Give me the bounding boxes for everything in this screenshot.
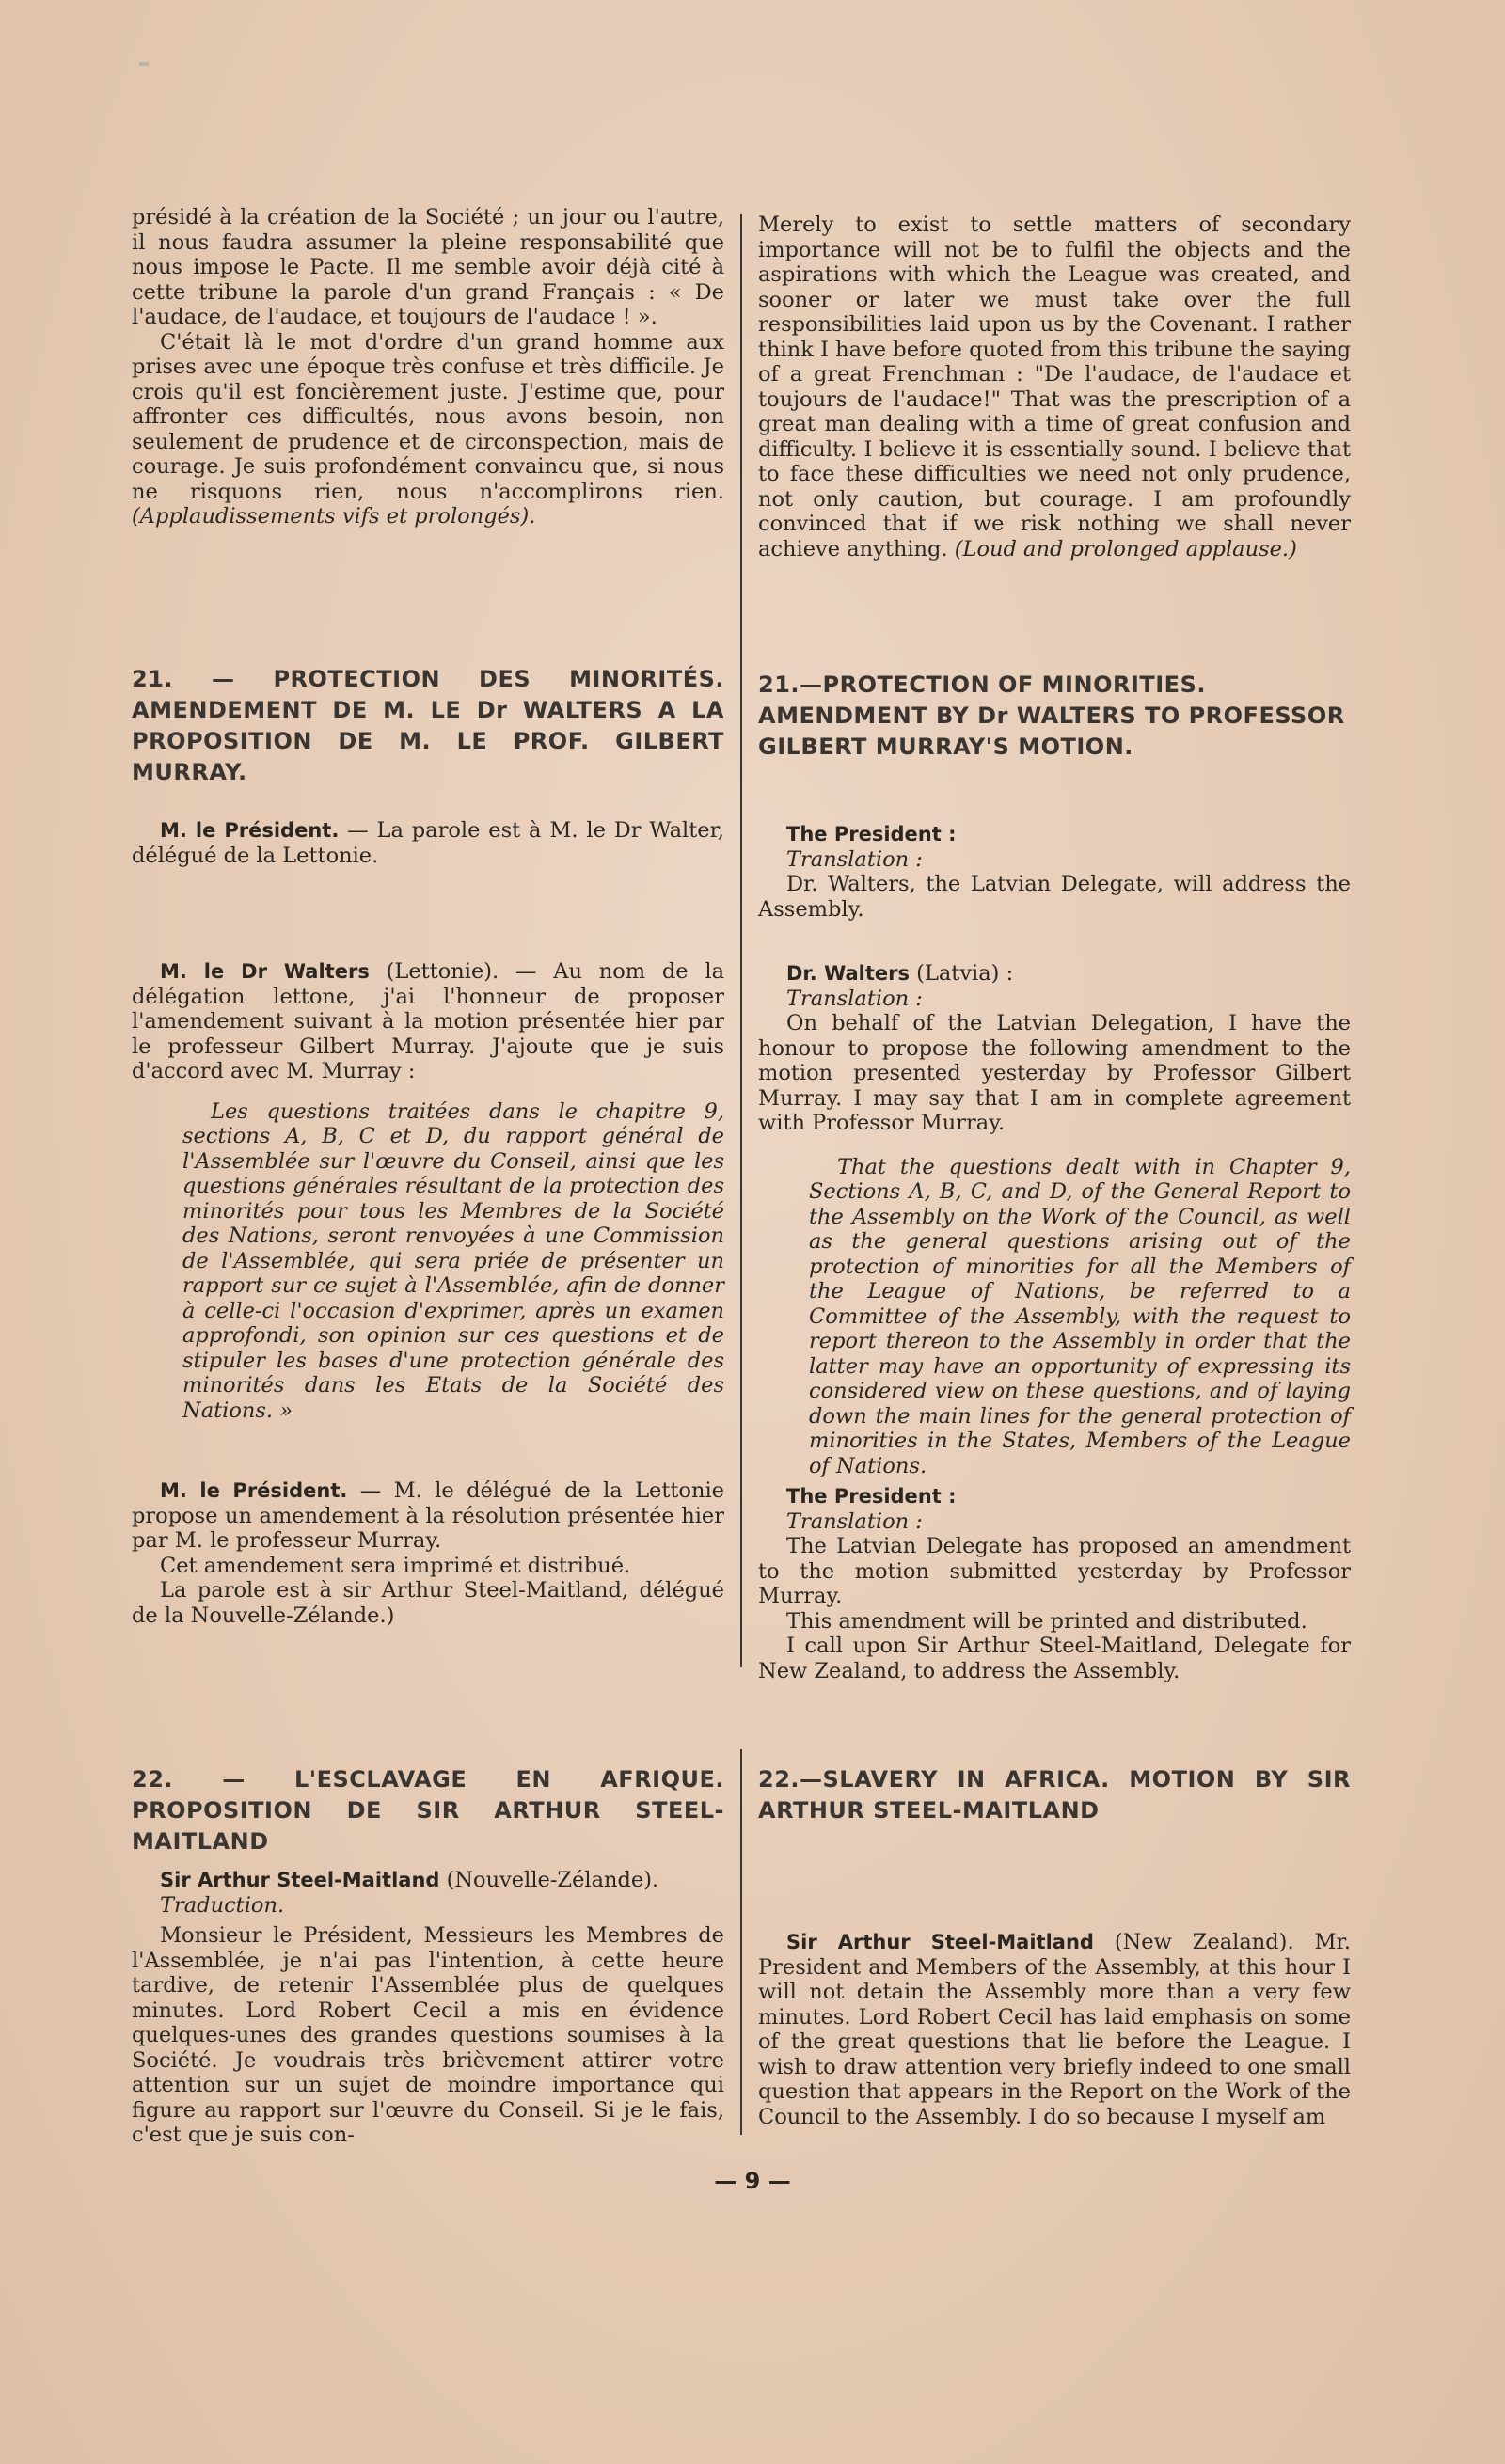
en-president-1-block	[758, 822, 1351, 922]
fr-president-1-speaker: M. le Président.	[160, 819, 340, 842]
fr-president-1-text: — La parole est à M. le Dr Walter, délégué de la Lettonie.	[132, 818, 725, 868]
en-amendment-quote: That the questions dealt with in Chapter 9, Sections A, B, C, and D, of the General Report to the Assembly on the Work of the Council, as well as the general questions arising out of the protection of minorities for all the Members of the League of Nations, be referred to a Committee of the Assembly, with the request to report thereon to the Assembly in order that the latter may have an opportunity of expressing its considered view on these questions, and of laying down the main lines for the general protection of minorities in the States, Members of the League of Nations.	[809, 1154, 1351, 1478]
fr-walters-block	[132, 959, 724, 1423]
fr-paragraph-2-text: C'était là le mot d'ordre d'un grand homme aux prises avec une époque très confuse et très difficile. Je crois qu'il est foncièrement juste. J'estime que, pour affronter ces difficultés, nous avons besoin, non seulement de prudence et de circonspection, mais de courage. Je suis profondément convaincu que, si nous ne risquons rien, nous n'accomplirons rien.	[132, 329, 724, 504]
en-president-1-translation: Translation :	[786, 846, 923, 872]
en-president-2-block	[758, 1484, 1351, 1683]
fr-section-22-heading-block	[132, 1764, 724, 1857]
en-steel-block	[758, 1930, 1351, 2129]
fr-president-1-block	[132, 818, 724, 868]
column-divider-top	[740, 214, 742, 1667]
english-column	[758, 213, 1351, 561]
en-section-21-heading-block	[758, 670, 1351, 763]
fr-president-2-p3: La parole est à sir Arthur Steel-Maitland, délégué de la Nouvelle-Zélande.)	[132, 1578, 724, 1628]
fr-walters	[132, 959, 724, 1084]
column-divider-bottom	[740, 1749, 742, 2135]
fr-steel-traduction: Traduction.	[160, 1892, 285, 1918]
page-number: — 9 —	[714, 2168, 791, 2194]
en-applause: (Loud and prolonged applause.)	[954, 536, 1297, 561]
en-president-2-p2: This amendment will be printed and distributed.	[786, 1608, 1307, 1634]
fr-president-2-block	[132, 1478, 724, 1628]
en-president-2-translation: Translation :	[786, 1508, 923, 1534]
fr-steel-speaker: Sir Arthur Steel-Maitland	[160, 1869, 440, 1891]
fr-paragraph-1: présidé à la création de la Société ; un jour ou l'autre, il nous faudra assumer la pleine responsabilité que nous impose le Pacte. Il me semble avoir déjà cité à cette tribune la parole d'un grand Français : « De l'audace, de l'audace, et toujours de l'audace ! ».	[132, 205, 724, 329]
en-steel	[758, 1930, 1351, 2129]
en-president-2-speaker-line	[758, 1484, 1351, 1509]
fr-president-2-p2: Cet amendement sera imprimé et distribué.	[160, 1553, 631, 1578]
fr-walters-speaker: M. le Dr Walters	[160, 960, 370, 983]
fr-president-1	[132, 818, 724, 868]
en-walters-text: On behalf of the Latvian Delegation, I have the honour to propose the following amendment to the motion presented yesterday by Professor Gilbert Murray. I may say that I am in complete agreement with Professor Murray.	[758, 1011, 1351, 1135]
en-walters-speaker-line	[758, 961, 1351, 987]
fr-applause: (Applaudissements vifs et prolongés).	[132, 504, 536, 529]
en-section-22-heading-block	[758, 1764, 1351, 1826]
scan-mark	[139, 62, 149, 66]
en-steel-speaker: Sir Arthur Steel-Maitland	[786, 1931, 1094, 1953]
en-paragraph-1	[758, 213, 1351, 561]
en-steel-text: (New Zealand). Mr. President and Members of the Assembly, at this hour I will not detain the Assembly more than a very few minutes. Lord Robert Cecil has laid emphasis on some of the great questions that lie before the League. I wish to draw attention very briefly indeed to one small question that appears in the Report on the Work of the Council to the Assembly. I do so because I myself am	[758, 1930, 1351, 2129]
en-president-1-speaker-line	[758, 822, 1351, 847]
fr-section-22-heading: 22. — L'ESCLAVAGE EN AFRIQUE. PROPOSITION DE SIR ARTHUR STEEL-MAITLAND	[132, 1766, 724, 1855]
fr-steel-text: Monsieur le Président, Messieurs les Membres de l'Assemblée, je n'ai pas l'intention, à cette heure tardive, de retenir l'Assemblée plus de quelques minutes. Lord Robert Cecil a mis en évidence quelques-unes des grandes questions soumises à la Société. Je voudrais très brièvement attirer votre attention sur un sujet de moindre importance qui figure au rapport sur l'œuvre du Conseil. Si je le fais, c'est que je suis con-	[132, 1923, 724, 2147]
en-president-2-p3: I call upon Sir Arthur Steel-Maitland, Delegate for New Zealand, to address the Assembly.	[758, 1634, 1351, 1683]
fr-president-2	[132, 1478, 724, 1554]
fr-president-2-text: — M. le délégué de la Lettonie propose un amendement à la résolution présentée hier par M. le professeur Murray.	[132, 1478, 724, 1553]
fr-amendment-quote: Les questions traitées dans le chapitre 9, sections A, B, C et D, du rapport général de l'Assemblée sur l'œuvre du Conseil, ainsi que les questions générales résultant de la protection des minorités pour tous les Membres de la Société des Nations, seront renvoyées à une Commission de l'Assemblée, qui sera priée de présenter un rapport sur ce sujet à l'Assemblée, afin de donner à celle-ci l'occasion d'exprimer, après un examen approfondi, son opinion sur ces questions et de stipuler les bases d'une protection générale des minorités dans les Etats de la Société des Nations. »	[182, 1098, 724, 1423]
en-section-21-heading: 21.—PROTECTION OF MINORITIES. AMENDMENT BY Dr WALTERS TO PROFESSOR GILBERT MURRAY'S MOTION.	[758, 671, 1345, 760]
fr-steel-speaker-line	[132, 1868, 724, 1893]
en-walters-speaker: Dr. Walters	[786, 962, 911, 985]
en-president-2-speaker: The President :	[786, 1485, 957, 1508]
en-president-1-text: Dr. Walters, the Latvian Delegate, will address the Assembly.	[758, 872, 1351, 922]
fr-paragraph-2	[132, 330, 724, 529]
fr-section-21-heading: 21. — PROTECTION DES MINORITÉS. AMENDEMENT DE M. LE Dr WALTERS A LA PROPOSITION DE M. LE PROF. GILBERT MURRAY.	[132, 666, 724, 785]
fr-walters-text: (Lettonie). — Au nom de la délégation lettone, j'ai l'honneur de proposer l'amendement suivant à la motion présentée hier par le professeur Gilbert Murray. J'ajoute que je suis d'accord avec M. Murray :	[132, 959, 724, 1083]
en-walters-block	[758, 961, 1351, 1478]
en-president-1-speaker: The President :	[786, 823, 957, 845]
fr-section-21-heading-block	[132, 664, 724, 788]
en-walters-translation: Translation :	[786, 986, 923, 1011]
french-column	[132, 205, 724, 529]
en-section-22-heading: 22.—SLAVERY IN AFRICA. MOTION BY SIR ARTHUR STEEL-MAITLAND	[758, 1766, 1351, 1824]
en-paragraph-1-text: Merely to exist to settle matters of secondary importance will not be to fulfil the objects and the aspirations with which the League was created, and sooner or later we must take over the full responsibilities laid upon us by the Covenant. I rather think I have before quoted from this tribune the saying of a great Frenchman : "De l'audace, de l'audace et toujours de l'audace!" That was the prescription of a great man dealing with a time of great confusion and difficulty. I believe it is essentially sound. I believe that to face these difficulties we need not only prudence, not only caution, but courage. I am profoundly convinced that if we risk nothing we shall never achieve anything.	[758, 213, 1351, 561]
fr-president-2-speaker: M. le Président.	[160, 1479, 348, 1502]
fr-steel-country: (Nouvelle-Zélande).	[439, 1868, 659, 1892]
en-walters-country: (Latvia) :	[910, 961, 1014, 986]
fr-steel-block	[132, 1868, 724, 2148]
en-president-2-text: The Latvian Delegate has proposed an amendment to the motion submitted yesterday by Professor Murray.	[758, 1534, 1351, 1608]
